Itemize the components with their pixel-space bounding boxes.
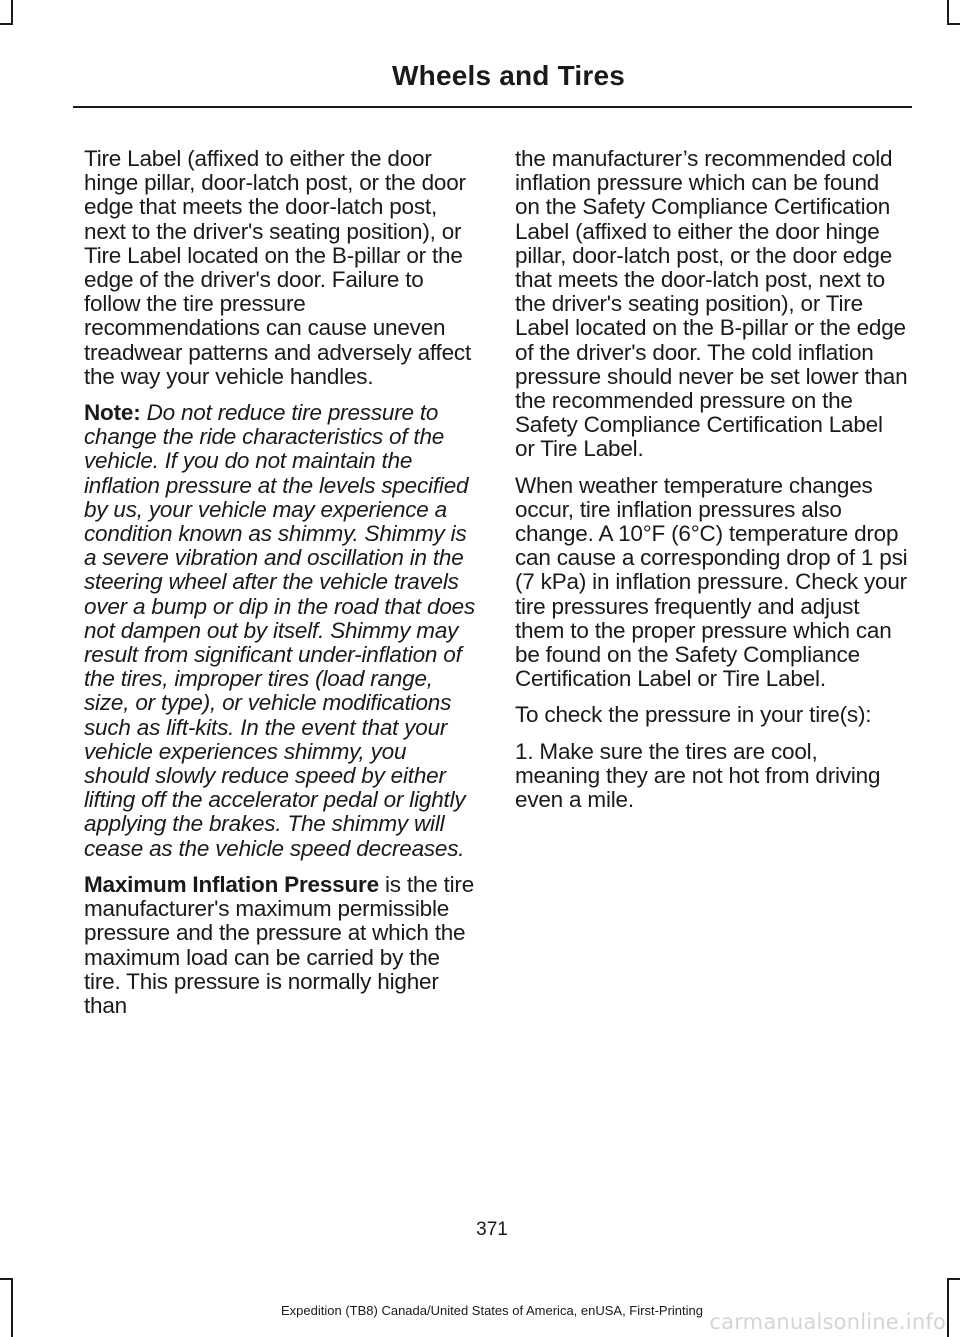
maximum-inflation-text: is the tire manufacturer's maximum permissible pressure and the pressure at which the maximum load can be carried by the tire. This pressure is normally higher than [84, 871, 475, 1018]
crop-mark-top-right [947, 0, 949, 24]
crop-mark-top-left [0, 23, 13, 25]
note-label: Note: [84, 400, 141, 426]
edition-footer: Expedition (TB8) Canada/United States of America, enUSA, First-Printing [281, 1303, 703, 1318]
maximum-inflation-label: Maximum Inflation Pressure [84, 871, 379, 897]
left-column [84, 147, 476, 1030]
page-title: Wheels and Tires [392, 60, 625, 91]
page-number: 371 [476, 1219, 508, 1240]
watermark: carmanualsonline.info [709, 1310, 946, 1334]
check-pressure-intro: To check the pressure in your tire(s): [515, 702, 872, 728]
temperature-paragraph: When weather temperature changes occur, tire inflation pressures also change. A 10°F (6°C) temperature drop can cause a corresponding drop of 1 psi (7 kPa) in inflation pressure. Check your tire pressures frequently and adjust them to the proper pressure which can be found on the Safety Compliance Certification Label or Tire Label. [515, 472, 908, 692]
recommended-pressure-paragraph: the manufacturer’s recommended cold inflation pressure which can be found on the Safety Compliance Certification Label (affixed to either the door hinge pillar, door-latch post, or the door edge that meets the door-latch post, next to the driver's seating position), or Tire Label located on the B-pillar or the edge of the driver's door. The cold inflation pressure should never be set lower than the recommended pressure on the Safety Compliance Certification Label or Tire Label. [515, 146, 908, 462]
step-1-paragraph: 1. Make sure the tires are cool, meaning they are not hot from driving even a mile. [515, 738, 881, 813]
tire-label-paragraph: Tire Label (affixed to either the door hinge pillar, door-latch post, or the door edge that meets the door-latch post, next to the driver's seating position), or Tire Label located on the B-pillar or the edge of the driver's door. Failure to follow the tire pressure recommendations can cause uneven treadwear patterns and adversely affect the way your vehicle handles. [84, 146, 472, 389]
note-paragraph [84, 401, 476, 861]
right-column [515, 147, 908, 824]
crop-mark-top-left [11, 0, 13, 24]
crop-mark-top-right [947, 23, 960, 25]
maximum-inflation-paragraph [84, 873, 476, 1018]
header-divider [73, 106, 912, 108]
note-text: Do not reduce tire pressure to change the ride characteristics of the vehicle. If you do not maintain the inflation pressure at the levels specified by us, your vehicle may experience a condition known as shimmy. Shimmy is a severe vibration and oscillation in the steering wheel after the vehicle travels over a bump or dip in the road that does not dampen out by itself. Shimmy may result from significant under-inflation of the tires, improper tires (load range, size, or type), or vehicle modifications such as lift-kits. In the event that your vehicle experiences shimmy, you should slowly reduce speed by either lifting off the accelerator pedal or lightly applying the brakes. The shimmy will cease as the vehicle speed decreases. [84, 400, 476, 861]
